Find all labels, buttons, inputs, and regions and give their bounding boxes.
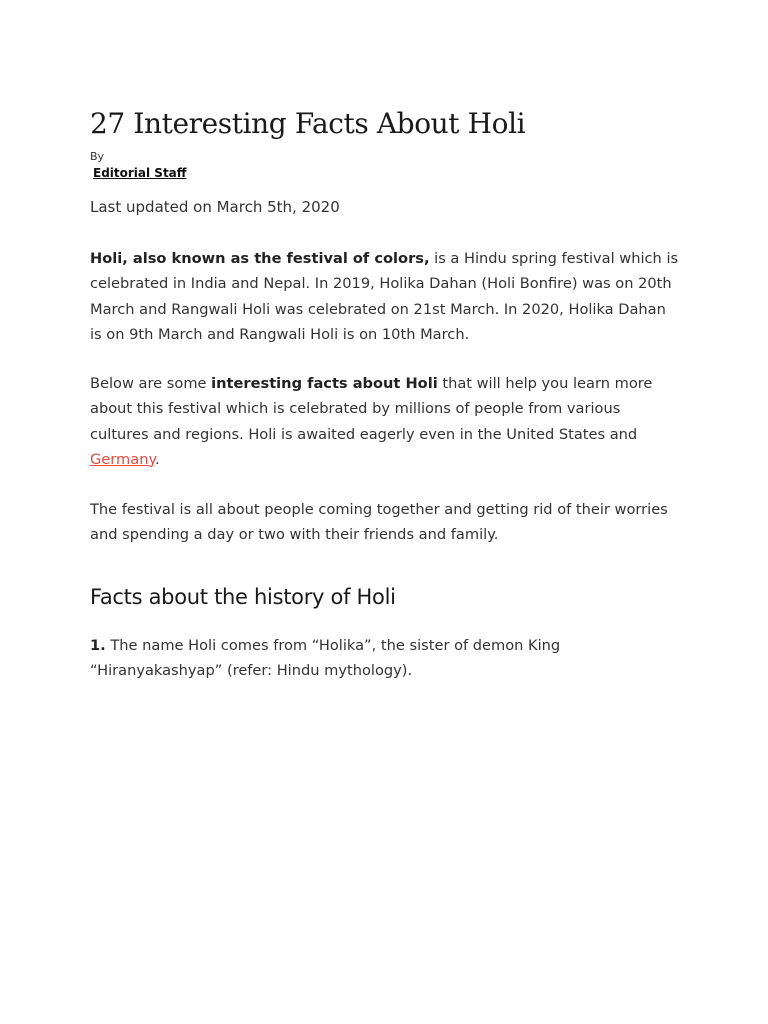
intro-bold: Holi, also known as the festival of colors, xyxy=(90,250,430,267)
facts-intro-paragraph xyxy=(90,371,680,472)
facts-intro-end: . xyxy=(155,450,160,468)
fact-item-1 xyxy=(90,633,680,684)
germany-link[interactable]: Germany xyxy=(90,450,155,468)
facts-intro-start: Below are some xyxy=(90,375,212,392)
facts-intro-middle: that will help you learn more about this festival which is celebrated by millions of people from various cultures and regions. Holi is awaited eagerly even in the United States and xyxy=(90,375,653,443)
section-heading: Facts about the history of Holi xyxy=(90,585,396,609)
author-link[interactable]: Editorial Staff xyxy=(93,166,187,180)
facts-intro-bold: interesting facts about Holi xyxy=(211,375,438,392)
byline-label: By xyxy=(90,150,105,163)
intro-text: is a Hindu spring festival which is celebrated in India and Nepal. In 2019, Holika Dahan (Holi Bonfire) was on 20th March and Rangwali Holi was celebrated on 21st March. In 2020, Holika Dahan is on 9th March and Rangwali Holi is on 10th March. xyxy=(90,250,679,343)
fact-text: The name Holi comes from “Holika”, the sister of demon King “Hiranyakashyap” (refer: Hindu mythology). xyxy=(90,637,561,680)
last-updated: Last updated on March 5th, 2020 xyxy=(90,198,340,216)
intro-paragraph xyxy=(90,246,680,347)
festival-paragraph: The festival is all about people coming together and getting rid of their worries and spending a day or two with their friends and family. xyxy=(90,501,668,544)
fact-number: 1. xyxy=(90,637,106,654)
article-title: 27 Interesting Facts About Holi xyxy=(90,107,526,140)
